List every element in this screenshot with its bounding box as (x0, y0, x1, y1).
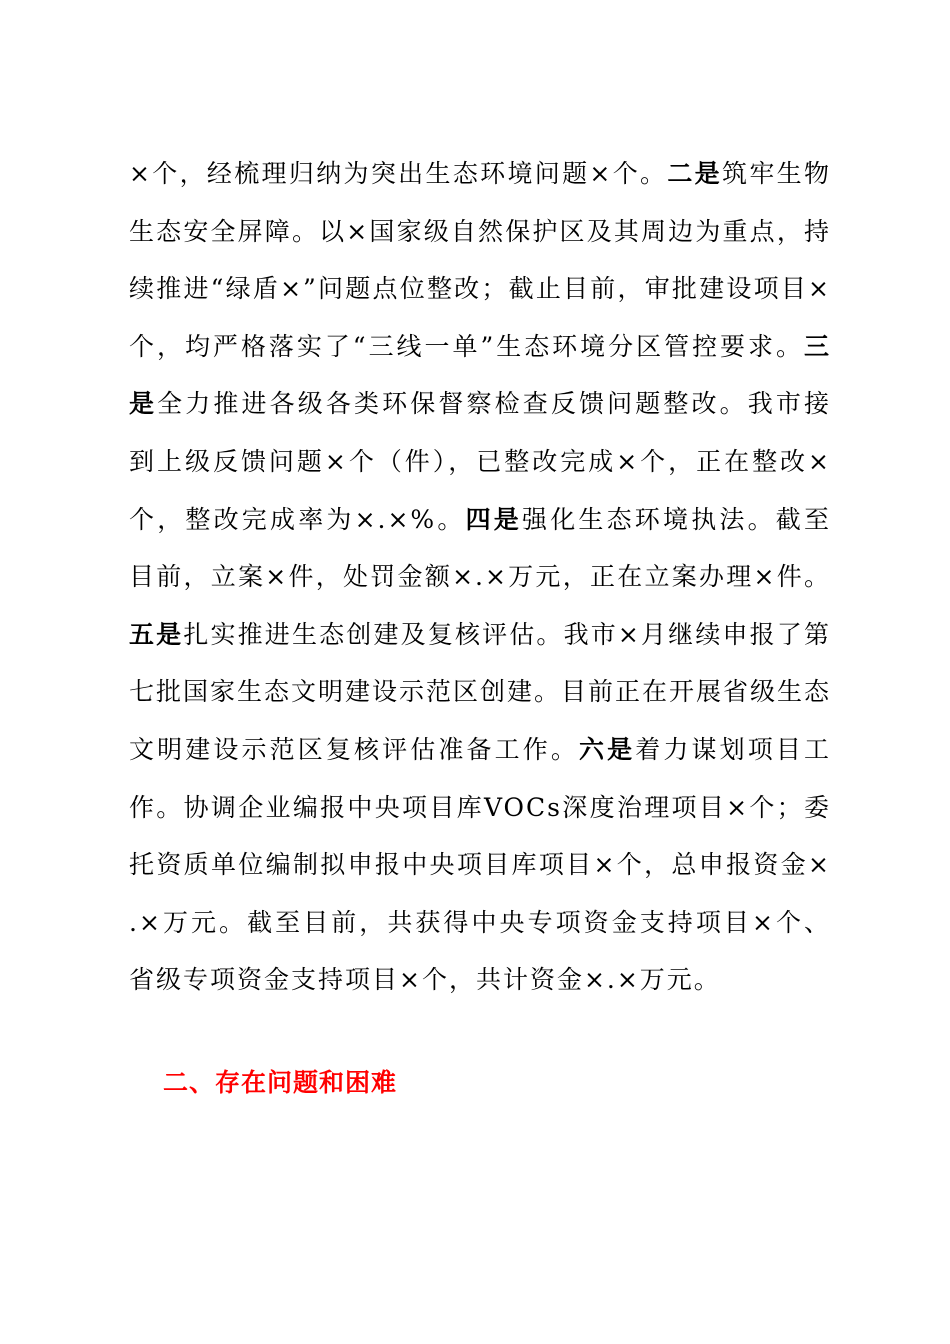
point-label-fourth: 四是 (465, 504, 522, 534)
body-paragraph (129, 145, 831, 1009)
paragraph-text: ×个，经梳理归纳为突出生态环境问题×个。 (129, 159, 668, 188)
paragraph-text: 全力推进各级各类环保督察检查反馈问题整改。我市接到上级反馈问题×个（件），已整改完成×个，正在整改×个，整改完成率为×.×%。 (129, 389, 831, 534)
section-heading: 二、存在问题和困难 (163, 1068, 398, 1097)
point-label-sixth: 六是 (578, 734, 636, 764)
paragraph-text: 强化生态环境执法。截至目前，立案×件，处罚金额×.×万元，正在立案办理×件。 (129, 504, 831, 592)
point-label-second: 二是 (667, 159, 723, 188)
paragraph-text: 着力谋划项目工作。协调企业编报中央项目库VOCs深度治理项目×个；委托资质单位编制拟申报中央项目库项目×个，总申报资金×.×万元。截至目前，共获得中央专项资金支持项目×个、省级专项资金支持项目×个，共计资金×.×万元。 (129, 734, 831, 995)
paragraph-text: 筑牢生物生态安全屏障。以×国家级自然保护区及其周边为重点，持续推进“绿盾×”问题点位整改；截止目前，审批建设项目×个，均严格落实了“三线一单”生态环境分区管控要求。 (129, 159, 831, 361)
point-label-fifth: 五是 (129, 619, 184, 649)
paragraph-text: 扎实推进生态创建及复核评估。我市×月继续申报了第七批国家生态文明建设示范区创建。目前正在开展省级生态文明建设示范区复核评估准备工作。 (129, 619, 832, 764)
point-label-third: 三是 (129, 331, 831, 419)
